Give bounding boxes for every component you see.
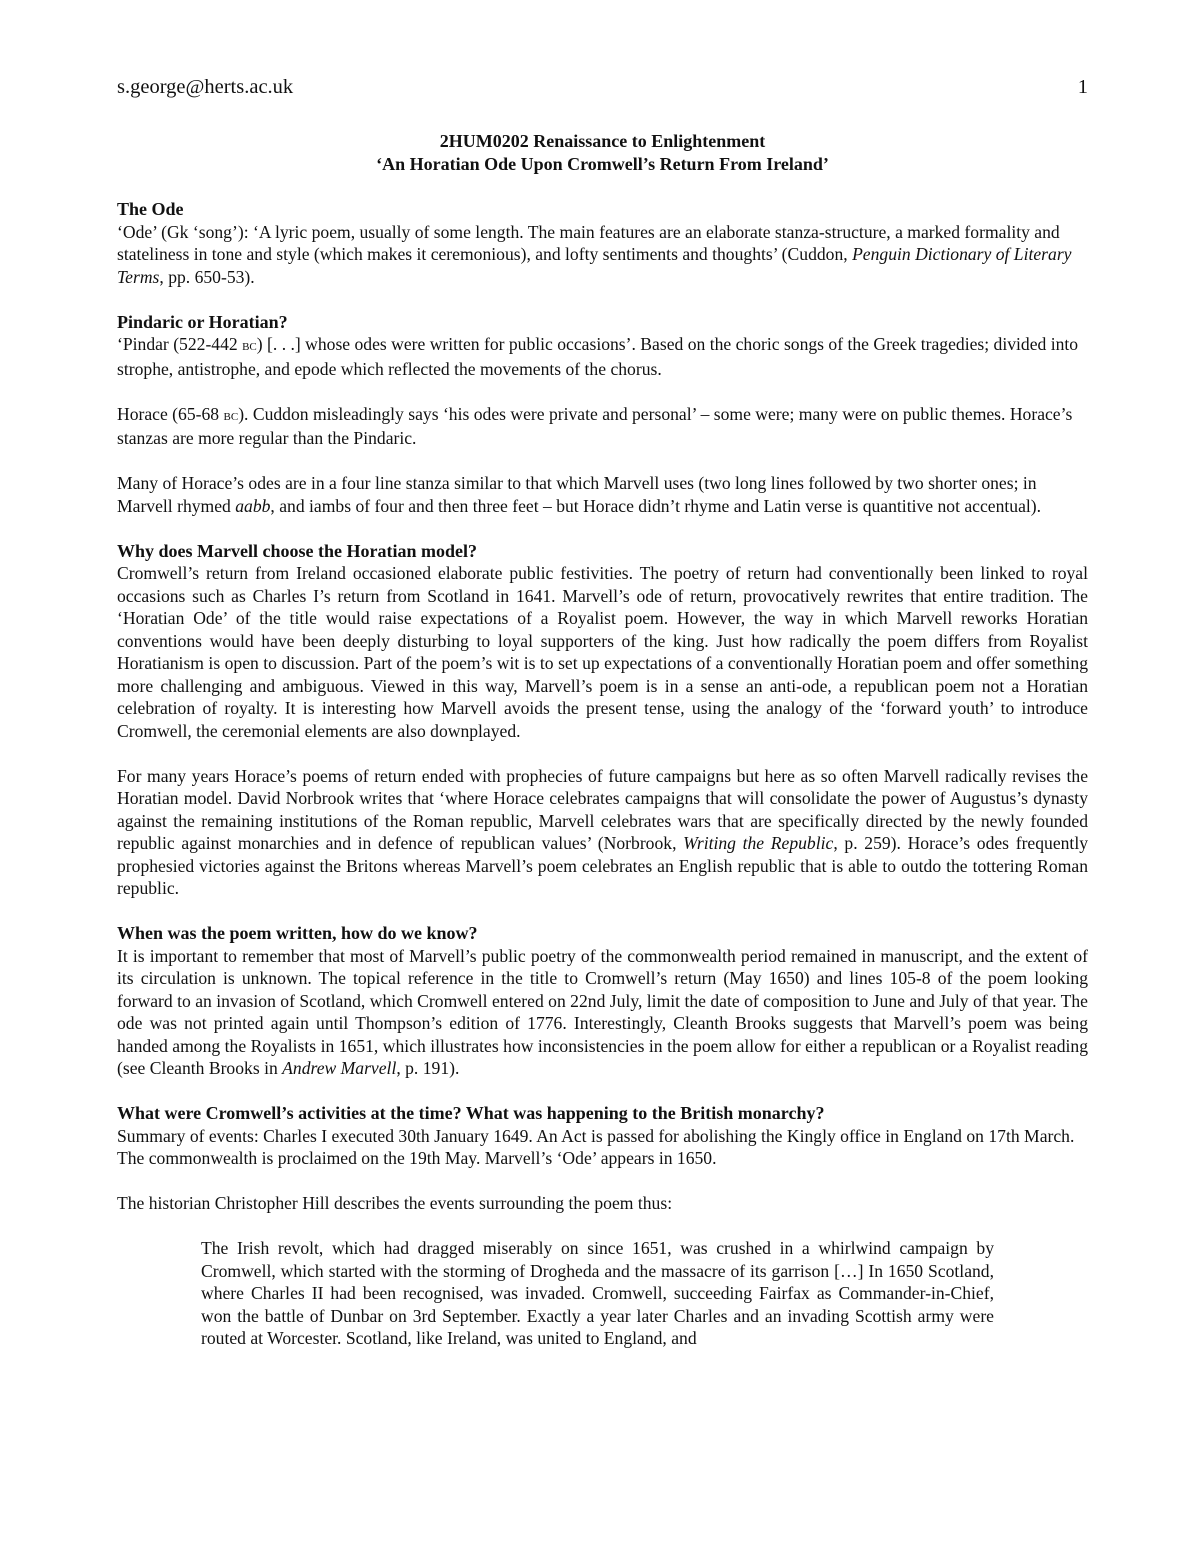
paragraph: The historian Christopher Hill describes the events surrounding the poem thus: xyxy=(117,1193,673,1213)
section-heading: The Ode xyxy=(117,199,184,219)
paragraph: ‘Pindar (522-442 bc) [. . .] whose odes were written for public occasions’. Based on the choric songs of the Greek tragedies; divided into strophe, antistrophe, and epode which reflected the movements of the chorus. xyxy=(117,334,1079,379)
paragraph: Cromwell’s return from Ireland occasioned elaborate public festivities. The poetry of return had conventionally been linked to royal occasions such as Charles I’s return from Scotland in 1641. Marvell’s ode of return, provocatively rewrites that entire tradition. The ‘Horatian Ode’ of the title would raise expectations of a Royalist poem. However, the way in which Marvell reworks Horatian conventions would have been deeply disturbing to loyal supporters of the king. Just how radically the poem differs from Royalist Horatianism is open to discussion. Part of the poem’s wit is to set up expectations of a conventionally Horatian poem and offer something more challenging and ambiguous. Viewed in this way, Marvell’s poem is in a sense an anti-ode, a republican poem not a Horatian celebration of royalty. It is interesting how Marvell avoids the present tense, using the analogy of the ‘forward youth’ to introduce Cromwell, the ceremonial elements are also downplayed. xyxy=(117,563,1088,741)
section-heading: Pindaric or Horatian? xyxy=(117,311,288,332)
paragraph: Summary of events: Charles I executed 30th January 1649. An Act is passed for abolishing the Kingly office in England on 17th March. The commonwealth is proclaimed on the 19th May. Marvell’s ‘Ode’ appears in 1650. xyxy=(117,1125,1075,1168)
section-cromwell-activities xyxy=(117,1102,1088,1350)
paragraph: For many years Horace’s poems of return ended with prophecies of future campaigns but here as so often Marvell radically revises the Horatian model. David Norbrook writes that ‘where Horace celebrates campaigns that will consolidate the power of Augustus’s dynasty against the remaining institutions of the Roman republic, Marvell celebrates wars that are specifically directed by the newly founded republic against monarchies and in defence of republican values’ (Norbrook, Writing the Republic, p. 259). Horace’s odes frequently prophesied victories against the Britons whereas Marvell’s poem celebrates an English republic that is able to outdo the tottering Roman republic. xyxy=(117,765,1089,898)
paragraph: ‘Ode’ (Gk ‘song’): ‘A lyric poem, usually of some length. The main features are an elaborate stanza-structure, a marked formality and stateliness in tone and style (which makes it ceremonious), and lofty sentiments and thoughts’ (Cuddon, Penguin Dictionary of Literary Terms, pp. 650-53). xyxy=(117,221,1072,287)
block-quote: The Irish revolt, which had dragged miserably on since 1651, was crushed in a whirlwind campaign by Cromwell, which started with the storming of Drogheda and the massacre of its garrison […] In 1650 Scotland, where Charles II had been recognised, was invaded. Cromwell, succeeding Fairfax as Commander-in-Chief, won the battle of Dunbar on 3rd September. Exactly a year later Charles and an invading Scottish army were routed at Worcester. Scotland, like Ireland, was united to England, and xyxy=(201,1238,994,1348)
section-ode xyxy=(117,198,1088,288)
course-title: 2HUM0202 Renaissance to Enlightenment xyxy=(439,131,766,151)
book-title: Writing the Republic xyxy=(683,833,834,853)
paragraph: Horace (65-68 bc). Cuddon misleadingly says ‘his odes were private and personal’ – some were; many were on public themes. Horace’s stanzas are more regular than the Pindaric. xyxy=(117,403,1073,448)
paragraph: Many of Horace’s odes are in a four line stanza similar to that which Marvell uses (two long lines followed by two shorter ones; in Marvell rhymed aabb, and iambs of four and then three feet – but Horace didn’t rhyme and Latin verse is quantitive not accentual). xyxy=(117,473,1042,516)
poem-title: ‘An Horatian Ode Upon Cromwell’s Return From Ireland’ xyxy=(376,154,829,174)
book-title: Andrew Marvell xyxy=(282,1058,397,1078)
page-number: 1 xyxy=(1077,76,1088,98)
book-title: Penguin Dictionary of Literary Terms xyxy=(117,244,1072,287)
section-heading: What were Cromwell’s activities at the time? What was happening to the British monarchy? xyxy=(117,1103,825,1123)
author-email: s.george@herts.ac.uk xyxy=(117,76,294,98)
section-when-written xyxy=(117,922,1088,1080)
paragraph: It is important to remember that most of Marvell’s public poetry of the commonwealth period remained in manuscript, and the extent of its circulation is unknown. The topical reference in the title to Cromwell’s return (May 1650) and lines 105-8 of the poem looking forward to an invasion of Scotland, which Cromwell entered on 22nd July, limit the date of composition to June and July of that year. The ode was not printed again until Thompson’s edition of 1776. Interestingly, Cleanth Brooks suggests that Marvell’s poem was being handed among the Royalists in 1651, which illustrates how inconsistencies in the poem allow for either a republican or a Royalist reading (see Cleanth Brooks in Andrew Marvell, p. 191). xyxy=(117,945,1088,1078)
section-heading: When was the poem written, how do we know? xyxy=(117,923,478,943)
section-pindaric xyxy=(117,311,1088,518)
section-why-horatian xyxy=(117,540,1088,900)
page-header xyxy=(117,74,1088,100)
document-title xyxy=(117,130,1088,176)
section-heading: Why does Marvell choose the Horatian model? xyxy=(117,540,477,561)
